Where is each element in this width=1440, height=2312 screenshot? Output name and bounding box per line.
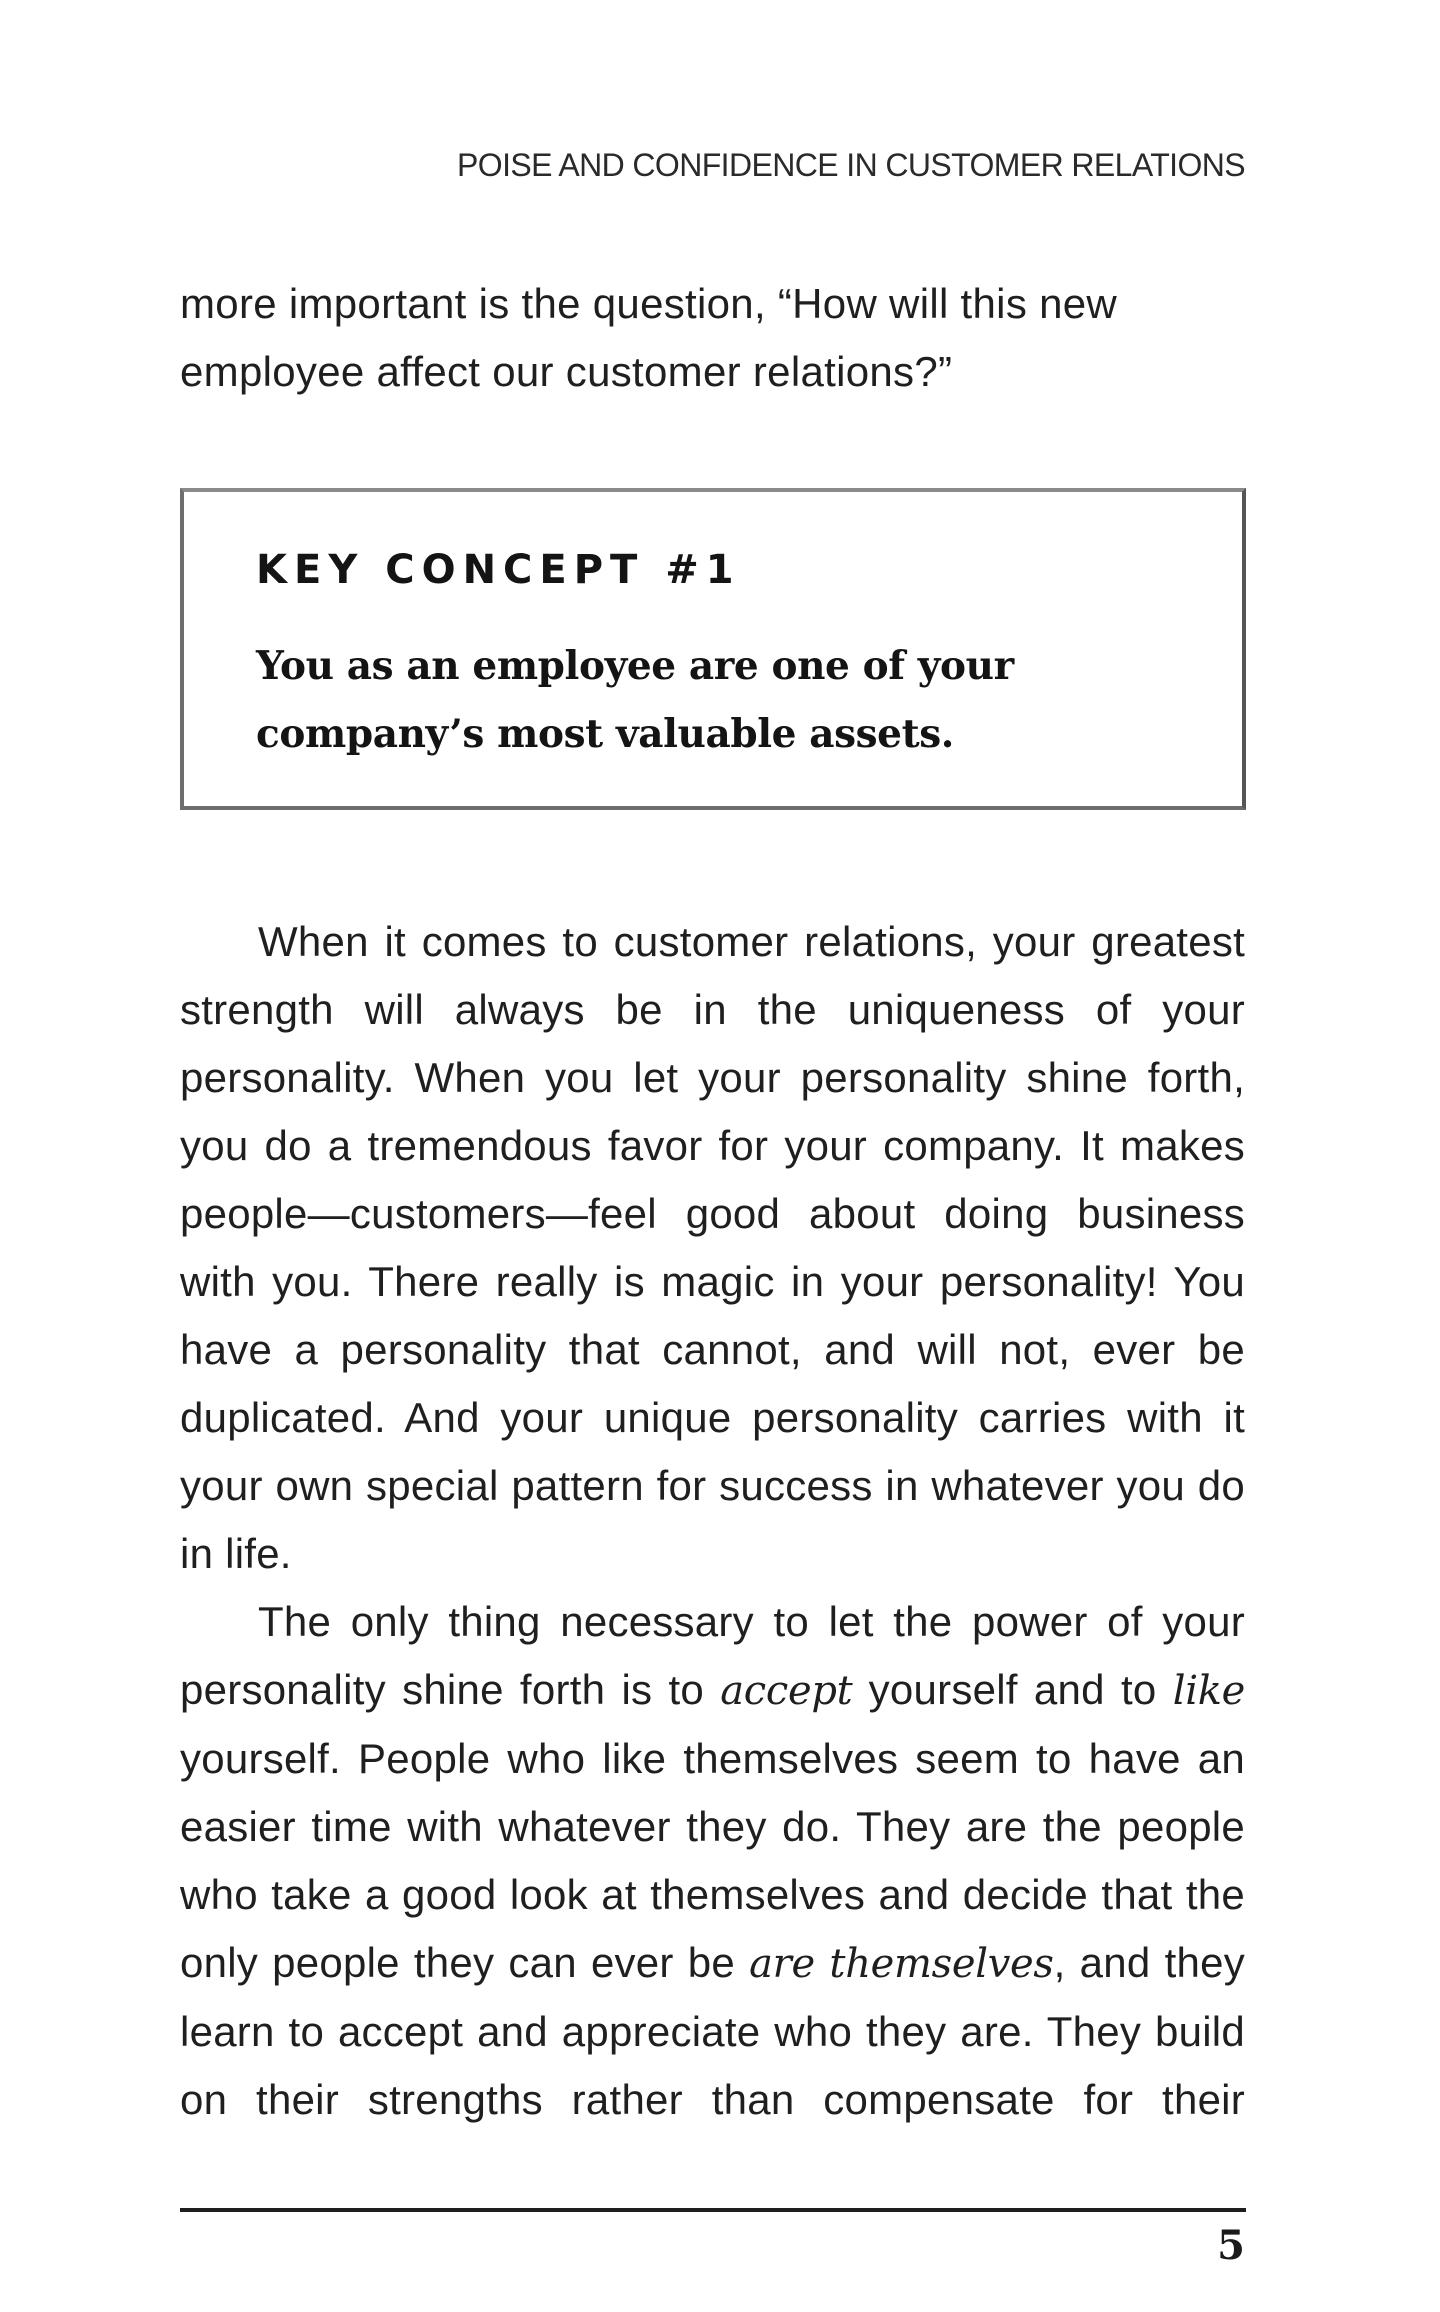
paragraph-acceptance-text-1: The only thing necessary to let the power of your personality shine forth is to	[180, 1598, 1245, 1713]
key-concept-box	[180, 488, 1246, 810]
emphasis-like: like	[1172, 1668, 1245, 1714]
paragraph-personality: When it comes to customer relations, your greatest strength will always be in the uniqueness of your personality. When you let your personality shine forth, you do a tremendous favor for your company. It makes people—customers—feel good about doing business with you. There really is magic in your personality! You have a personality that cannot, and will not, ever be duplicated. And your unique personality carries with it your own special pattern for success in whatever you do in life.	[180, 918, 1245, 1577]
emphasis-are-themselves: are themselves	[749, 1941, 1054, 1987]
page-number: 5	[1217, 2222, 1245, 2269]
running-head: POISE AND CONFIDENCE IN CUSTOMER RELATIONS	[457, 147, 1245, 183]
body-text	[180, 908, 1245, 2134]
emphasis-accept: accept	[720, 1668, 853, 1714]
paragraph-acceptance-text-2: yourself and to	[852, 1666, 1173, 1713]
paragraph-acceptance	[180, 1588, 1245, 2134]
opening-paragraph: more important is the question, “How will this new employee affect our customer relations?”	[180, 280, 1118, 395]
paragraph-acceptance-text-4: , and they learn to accept and appreciate who they are. They build on their strengths rather than compensate for their	[180, 1939, 1245, 2123]
key-concept-text: You as an employee are one of your company’s most valuable assets.	[256, 643, 1014, 757]
paragraph-acceptance-text-3: yourself. People who like themselves seem to have an easier time with whatever they do. They are the people who take a good look at themselves and decide that the only people they can ever be	[180, 1735, 1245, 1986]
key-concept-title: KEY CONCEPT #1	[256, 547, 741, 593]
footer-rule	[180, 2208, 1246, 2212]
